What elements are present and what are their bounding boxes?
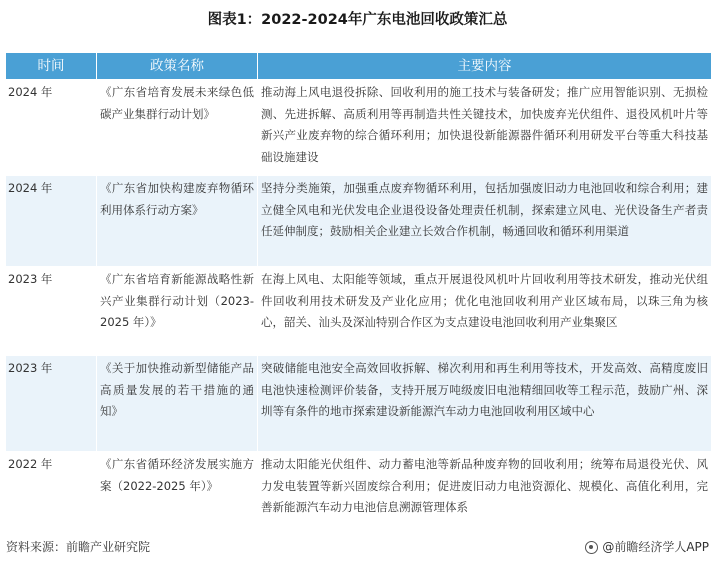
row-policy-name: 《广东省培育发展未来绿色低碳产业集群行动计划》: [97, 80, 258, 176]
row-year: 2023 年: [6, 267, 97, 356]
qianzhan-logo-icon: [585, 541, 598, 554]
row-policy-name: 《关于加快推动新型储能产品高质量发展的若干措施的通知》: [97, 356, 258, 452]
page-title: 图表1：2022-2024年广东电池回收政策汇总: [207, 12, 508, 28]
row-content: 坚持分类施策，加强重点废弃物循环利用，包括加强废旧动力电池回收和综合利用；建立健全风电和光伏发电企业退役设备处理责任机制，探索建立风电、光伏设备生产者责任延伸制度；鼓励相关企业建立长效合作机制，畅通回收和循环利用渠道: [258, 176, 712, 267]
row-year: 2023 年: [6, 356, 97, 452]
policy-table: [5, 52, 712, 522]
header-policy-name: 政策名称: [97, 53, 258, 80]
brand-text: @前瞻经济学人APP: [602, 540, 709, 554]
table-row: [6, 452, 712, 522]
row-content: 推动太阳能光伏组件、动力蓄电池等新品种废弃物的回收利用；统筹布局退役光伏、风力发电装置等新兴固废综合利用；促进废旧动力电池资源化、规模化、高值化利用，完善新能源汽车动力电池信息溯源管理体系: [258, 452, 712, 522]
row-policy-name: 《广东省培育新能源战略性新兴产业集群行动计划（2023-2025 年）》: [97, 267, 258, 356]
table-row: [6, 176, 712, 267]
table-row: [6, 356, 712, 452]
row-policy-name: 《广东省加快构建废弃物循环利用体系行动方案》: [97, 176, 258, 267]
row-content: 突破储能电池安全高效回收拆解、梯次利用和再生利用等技术，开发高效、高精度废旧电池快速检测评价装备，支持开展万吨级废旧电池精细回收等工程示范，鼓励广州、深圳等有条件的地市探索建设新能源汽车动力电池回收利用区域中心: [258, 356, 712, 452]
row-policy-name: 《广东省循环经济发展实施方案（2022-2025 年）》: [97, 452, 258, 522]
header-time: 时间: [6, 53, 97, 80]
row-content: 推动海上风电退役拆除、回收利用的施工技术与装备研发；推广应用智能识别、无损检测、先进拆解、高质利用等再制造共性关键技术，加快废弃光伏组件、退役风机叶片等新兴产业废弃物的综合循环利用；加快退役新能源器件循环利用研发平台等重大科技基础设施建设: [258, 80, 712, 176]
row-year: 2024 年: [6, 176, 97, 267]
source-note: 资料来源：前瞻产业研究院: [6, 540, 151, 554]
table-header-row: [6, 53, 712, 80]
brand-credit: [585, 538, 709, 556]
table-row: [6, 267, 712, 356]
row-year: 2024 年: [6, 80, 97, 176]
row-content: 在海上风电、太阳能等领域，重点开展退役风机叶片回收利用等技术研发，推动光伏组件回收利用技术研发及产业化应用；优化电池回收利用产业区域布局，以珠三角为核心，韶关、汕头及深汕特别合作区为支点建设电池回收利用产业集聚区: [258, 267, 712, 356]
row-year: 2022 年: [6, 452, 97, 522]
table-row: [6, 80, 712, 176]
header-main-content: 主要内容: [258, 53, 712, 80]
